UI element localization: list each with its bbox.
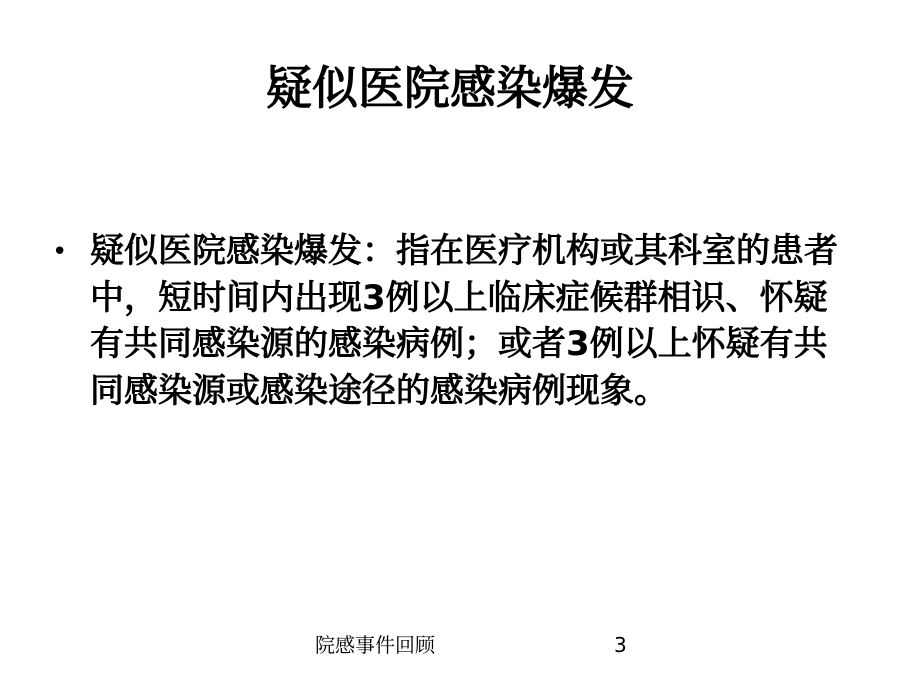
slide-title: 疑似医院感染爆发 [266,61,634,115]
bullet-marker: • [52,237,68,267]
bullet-text: 疑似医院感染爆发：指在医疗机构或其科室的患者中，短时间内出现3例以上临床症候群相识、怀疑有共同感染源的感染病例；或者3例以上怀疑有共同感染源或感染途径的感染病例现象。 [90,231,838,411]
footer-label: 院感事件回顾 [315,633,435,657]
page-number: 3 [614,633,627,657]
